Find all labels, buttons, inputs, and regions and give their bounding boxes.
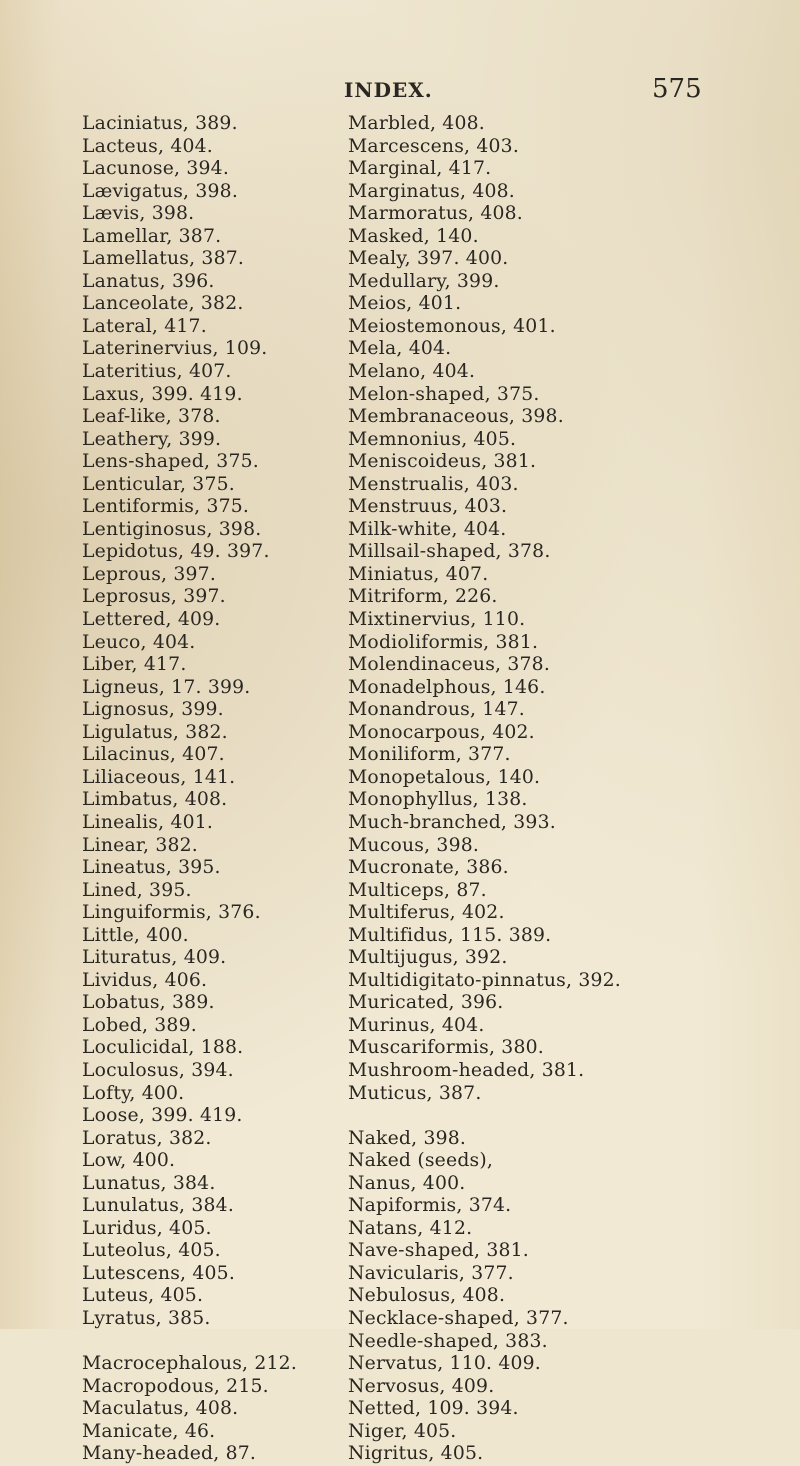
index-column-left xyxy=(82,113,297,1466)
index-entry: Monophyllus, 138. xyxy=(348,789,528,811)
index-entry: Necklace-shaped, 377. xyxy=(348,1307,569,1329)
index-entry: Linguiformis, 376. xyxy=(82,902,261,924)
index-entry: Leaf-like, 378. xyxy=(82,406,221,428)
index-entry: Muricated, 396. xyxy=(348,992,504,1014)
index-entry: Muticus, 387. xyxy=(348,1082,482,1104)
index-entry: Loculosus, 394. xyxy=(82,1059,234,1081)
index-entry: Lacunose, 394. xyxy=(82,158,229,180)
index-entry: Maculatus, 408. xyxy=(82,1398,239,1420)
index-entry: Lenticular, 375. xyxy=(82,473,235,495)
index-entry: Low, 400. xyxy=(82,1150,176,1172)
index-entry: Lanceolate, 382. xyxy=(82,293,244,315)
index-entry: Monopetalous, 140. xyxy=(348,766,541,788)
index-entry: Multifidus, 115. 389. xyxy=(348,924,552,946)
index-entry: Leuco, 404. xyxy=(82,631,196,653)
index-entry: Lofty, 400. xyxy=(82,1082,185,1104)
index-entry: Nigritus, 405. xyxy=(348,1443,484,1465)
index-entry: Murinus, 404. xyxy=(348,1014,485,1036)
index-entry: Laxus, 399. 419. xyxy=(82,383,243,405)
page-header xyxy=(0,74,800,108)
page-number: 575 xyxy=(652,74,702,104)
index-entry: Luteus, 405. xyxy=(82,1285,204,1307)
index-entry: Multiferus, 402. xyxy=(348,902,505,924)
index-entry: Miniatus, 407. xyxy=(348,563,489,585)
index-entry: Niger, 405. xyxy=(348,1420,457,1442)
index-entry: Moniliform, 377. xyxy=(348,744,511,766)
index-entry: Marginatus, 408. xyxy=(348,180,515,202)
index-entry: Loratus, 382. xyxy=(82,1127,212,1149)
index-entry: Ligneus, 17. 399. xyxy=(82,676,251,698)
index-entry: Nanus, 400. xyxy=(348,1172,466,1194)
index-entry: Lined, 395. xyxy=(82,879,192,901)
index-entry: Limbatus, 408. xyxy=(82,789,228,811)
index-entry: Lamellar, 387. xyxy=(82,225,222,247)
index-entry: Laterinervius, 109. xyxy=(82,338,268,360)
index-entry: Lævigatus, 398. xyxy=(82,180,239,202)
index-entry: Menstruus, 403. xyxy=(348,496,508,518)
index-entry: Lanatus, 396. xyxy=(82,270,215,292)
index-entry: Multijugus, 392. xyxy=(348,947,508,969)
index-section-gap xyxy=(82,1331,297,1354)
index-entry: Medullary, 399. xyxy=(348,270,500,292)
index-entry: Lignosus, 399. xyxy=(82,699,224,721)
index-entry: Lacteus, 404. xyxy=(82,135,213,157)
index-entry: Marbled, 408. xyxy=(348,113,485,134)
index-entry: Netted, 109. 394. xyxy=(348,1398,519,1420)
index-entry: Leathery, 399. xyxy=(82,428,222,450)
index-entry: Lineatus, 395. xyxy=(82,857,221,879)
index-entry: Meios, 401. xyxy=(348,293,462,315)
index-entry: Molendinaceus, 378. xyxy=(348,654,551,676)
index-entry: Naked, 398. xyxy=(348,1127,467,1149)
index-entry: Loculicidal, 188. xyxy=(82,1037,244,1059)
index-entry: Lividus, 406. xyxy=(82,969,208,991)
index-entry: Liber, 417. xyxy=(82,654,187,676)
index-entry: Muscariformis, 380. xyxy=(348,1037,544,1059)
index-entry: Laciniatus, 389. xyxy=(82,113,238,134)
index-entry: Napiformis, 374. xyxy=(348,1195,512,1217)
index-entry: Nebulosus, 408. xyxy=(348,1285,506,1307)
index-entry: Marginal, 417. xyxy=(348,158,492,180)
index-entry: Leprous, 397. xyxy=(82,563,216,585)
index-entry: Natans, 412. xyxy=(348,1217,473,1239)
index-entry: Marmoratus, 408. xyxy=(348,203,523,225)
index-entry: Lilacinus, 407. xyxy=(82,744,225,766)
index-entry: Lævis, 398. xyxy=(82,203,195,225)
index-entry: Lateral, 417. xyxy=(82,315,207,337)
index-entry: Leprosus, 397. xyxy=(82,586,226,608)
index-entry: Many-headed, 87. xyxy=(82,1443,257,1465)
index-entry: Mushroom-headed, 381. xyxy=(348,1059,585,1081)
index-entry: Luridus, 405. xyxy=(82,1217,212,1239)
index-section-gap xyxy=(348,1105,621,1128)
index-entry: Naked (seeds), xyxy=(348,1150,494,1172)
index-entry: Monandrous, 147. xyxy=(348,699,525,721)
index-entry: Lunatus, 384. xyxy=(82,1172,216,1194)
index-entry: Linealis, 401. xyxy=(82,811,214,833)
index-entry: Liliaceous, 141. xyxy=(82,766,236,788)
index-entry: Multidigitato-pinnatus, 392. xyxy=(348,969,621,991)
index-entry: Navicularis, 377. xyxy=(348,1262,514,1284)
index-entry: Little, 400. xyxy=(82,924,189,946)
index-entry: Luteolus, 405. xyxy=(82,1240,221,1262)
index-entry: Melon-shaped, 375. xyxy=(348,383,540,405)
index-entry: Marcescens, 403. xyxy=(348,135,520,157)
index-entry: Membranaceous, 398. xyxy=(348,406,564,428)
index-entry: Monocarpous, 402. xyxy=(348,721,535,743)
index-entry: Lyratus, 385. xyxy=(82,1307,211,1329)
index-entry: Lentiformis, 375. xyxy=(82,496,250,518)
index-entry: Melano, 404. xyxy=(348,361,476,383)
index-entry: Loose, 399. 419. xyxy=(82,1105,243,1127)
index-entry: Much-branched, 393. xyxy=(348,811,556,833)
index-entry: Lutescens, 405. xyxy=(82,1262,235,1284)
index-entry: Masked, 140. xyxy=(348,225,479,247)
index-entry: Needle-shaped, 383. xyxy=(348,1330,548,1352)
index-entry: Lateritius, 407. xyxy=(82,361,232,383)
index-entry: Lamellatus, 387. xyxy=(82,248,245,270)
index-entry: Mitriform, 226. xyxy=(348,586,498,608)
index-entry: Mucronate, 386. xyxy=(348,857,509,879)
index-entry: Macropodous, 215. xyxy=(82,1375,269,1397)
index-entry: Ligulatus, 382. xyxy=(82,721,228,743)
index-entry: Macrocephalous, 212. xyxy=(82,1353,297,1375)
index-entry: Milk-white, 404. xyxy=(348,518,507,540)
index-entry: Multiceps, 87. xyxy=(348,879,487,901)
index-entry: Mixtinervius, 110. xyxy=(348,609,526,631)
index-entry: Linear, 382. xyxy=(82,834,198,856)
index-entry: Memnonius, 405. xyxy=(348,428,517,450)
index-entry: Mealy, 397. 400. xyxy=(348,248,509,270)
index-entry: Meniscoideus, 381. xyxy=(348,451,537,473)
index-entry: Monadelphous, 146. xyxy=(348,676,546,698)
index-entry: Lobatus, 389. xyxy=(82,992,215,1014)
index-entry: Menstrualis, 403. xyxy=(348,473,519,495)
index-entry: Lepidotus, 49. 397. xyxy=(82,541,270,563)
index-entry: Millsail-shaped, 378. xyxy=(348,541,551,563)
index-entry: Lobed, 389. xyxy=(82,1014,197,1036)
index-entry: Mucous, 398. xyxy=(348,834,480,856)
index-entry: Lentiginosus, 398. xyxy=(82,518,262,540)
index-entry: Mela, 404. xyxy=(348,338,452,360)
index-entry: Lettered, 409. xyxy=(82,609,221,631)
index-entry: Meiostemonous, 401. xyxy=(348,315,556,337)
index-entry: Nave-shaped, 381. xyxy=(348,1240,529,1262)
running-head: INDEX. xyxy=(344,78,433,102)
index-entry: Lituratus, 409. xyxy=(82,947,227,969)
index-entry: Nervatus, 110. 409. xyxy=(348,1353,541,1375)
index-entry: Nervosus, 409. xyxy=(348,1375,495,1397)
index-column-right xyxy=(348,113,621,1466)
index-entry: Modioliformis, 381. xyxy=(348,631,539,653)
index-entry: Manicate, 46. xyxy=(82,1420,216,1442)
index-entry: Lunulatus, 384. xyxy=(82,1195,235,1217)
index-entry: Lens-shaped, 375. xyxy=(82,451,259,473)
